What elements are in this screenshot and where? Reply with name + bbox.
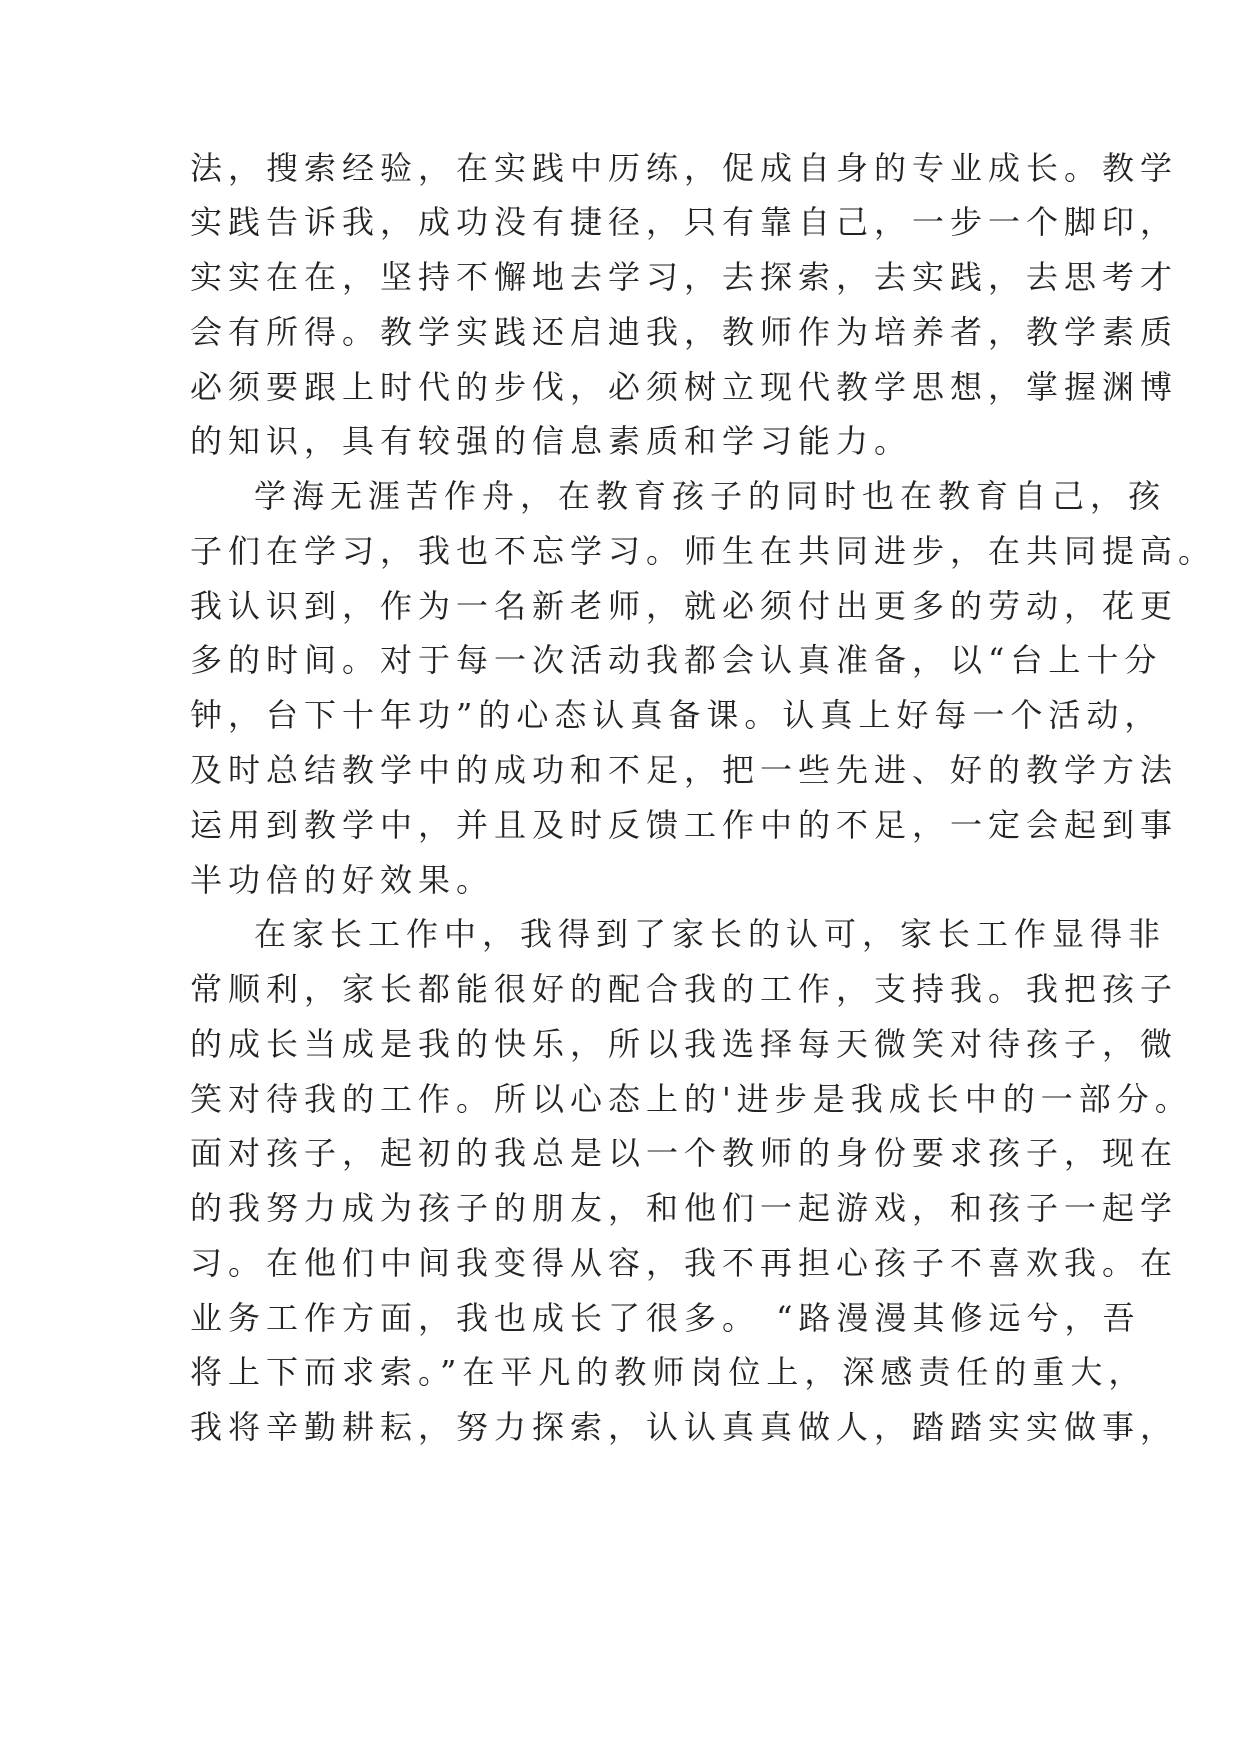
text-line: 习。在他们中间我变得从容，我不再担心孩子不喜欢我。在: [190, 1244, 1179, 1282]
text-line: 业务工作方面，我也成长了很多。 “路漫漫其修远兮，吾: [190, 1299, 1141, 1337]
text-line: 多的时间。对于每一次活动我都会认真准备，以“台上十分: [190, 641, 1163, 679]
text-line: 钟，台下十年功”的心态认真备课。认真上好每一个活动，: [190, 696, 1163, 734]
text-line: 会有所得。教学实践还启迪我，教师作为培养者，教学素质: [190, 313, 1179, 351]
text-line: 的成长当成是我的快乐，所以我选择每天微笑对待孩子，微: [190, 1025, 1179, 1063]
text-line: 及时总结教学中的成功和不足，把一些先进、好的教学方法: [190, 751, 1179, 789]
paragraph-first-line: 学海无涯苦作舟，在教育孩子的同时也在教育自己，孩: [254, 477, 1167, 515]
text-line: 我认识到，作为一名新老师，就必须付出更多的劳动，花更: [190, 587, 1179, 625]
paragraph-first-line: 在家长工作中，我得到了家长的认可，家长工作显得非: [254, 915, 1167, 953]
text-line: 子们在学习，我也不忘学习。师生在共同进步，在共同提高。: [190, 532, 1217, 570]
text-line: 笑对待我的工作。所以心态上的'进步是我成长中的一部分。: [190, 1080, 1193, 1118]
text-line: 的知识，具有较强的信息素质和学习能力。: [190, 422, 913, 460]
text-line: 实践告诉我，成功没有捷径，只有靠自己，一步一个脚印，: [190, 203, 1179, 241]
text-line: 我将辛勤耕耘，努力探索，认认真真做人，踏踏实实做事，: [190, 1408, 1179, 1446]
text-line: 将上下而求索。”在平凡的教师岗位上，深感责任的重大，: [190, 1353, 1147, 1391]
text-line: 面对孩子，起初的我总是以一个教师的身份要求孩子，现在: [190, 1134, 1179, 1172]
text-line: 的我努力成为孩子的朋友，和他们一起游戏，和孩子一起学: [190, 1189, 1179, 1227]
text-line: 半功倍的好效果。: [190, 861, 495, 899]
text-line: 实实在在，坚持不懈地去学习，去探索，去实践，去思考才: [190, 258, 1179, 296]
text-line: 法，搜索经验，在实践中历练，促成自身的专业成长。教学: [190, 149, 1179, 187]
text-line: 运用到教学中，并且及时反馈工作中的不足，一定会起到事: [190, 806, 1179, 844]
text-line: 常顺利，家长都能很好的配合我的工作，支持我。我把孩子: [190, 970, 1179, 1008]
text-line: 必须要跟上时代的步伐，必须树立现代教学思想，掌握渊博: [190, 368, 1179, 406]
